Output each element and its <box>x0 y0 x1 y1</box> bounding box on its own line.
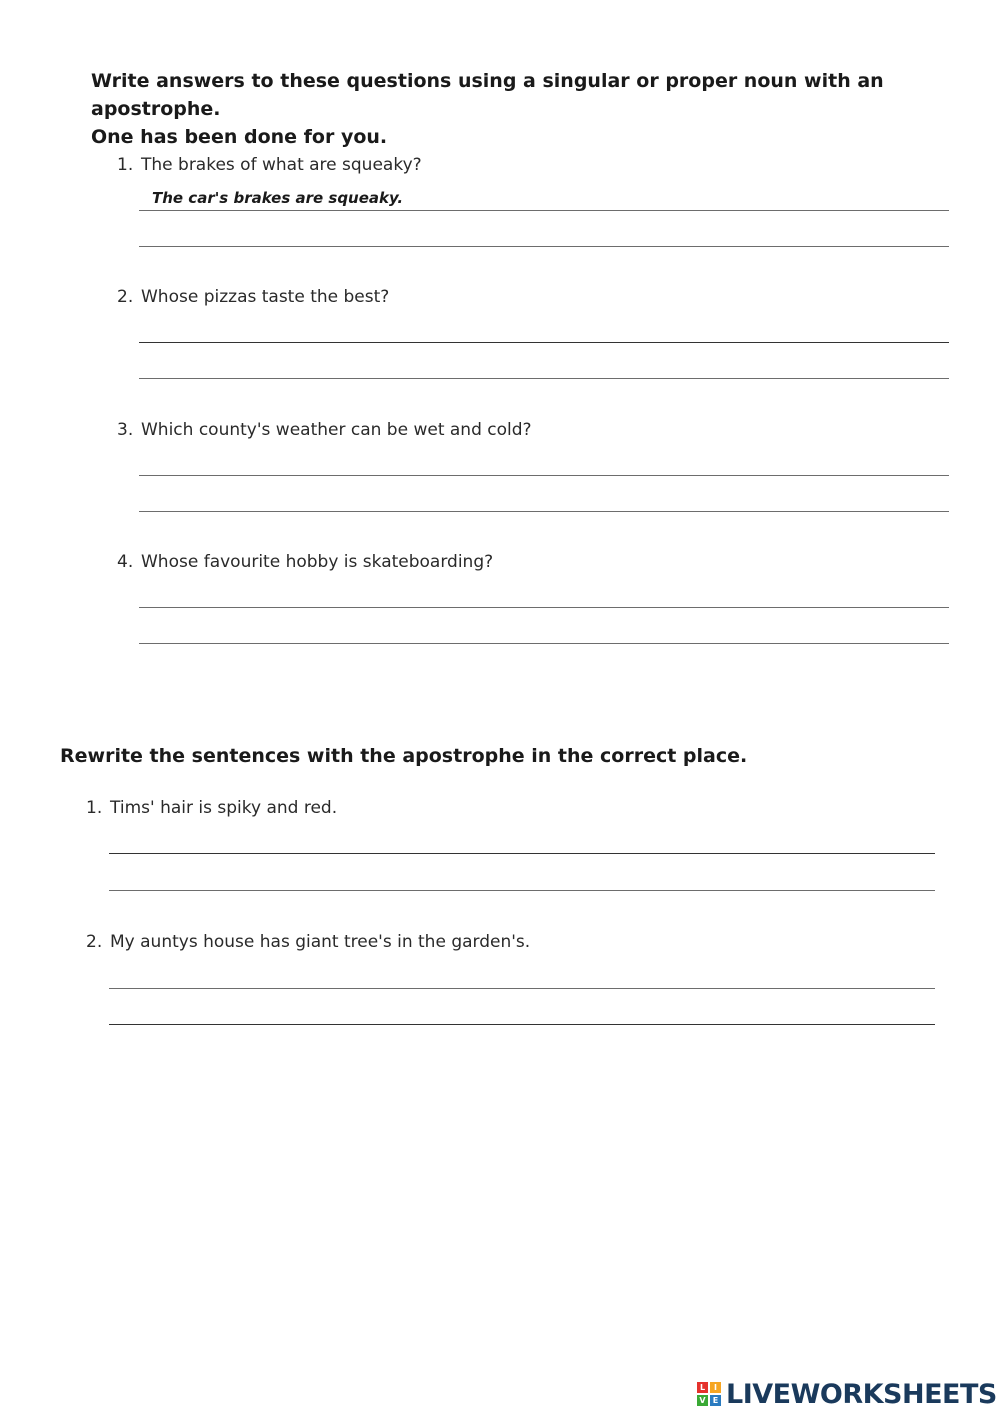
s1-q2-text: Whose pizzas taste the best? <box>141 287 390 307</box>
s1-q2-answer-line-2[interactable] <box>139 378 949 379</box>
s1-q1-text: The brakes of what are squeaky? <box>141 155 422 175</box>
section2-instruction: Rewrite the sentences with the apostrophe in the correct place. <box>60 745 748 767</box>
s2-q2-answer-line-1[interactable] <box>109 988 935 989</box>
s1-q3-answer-line-1[interactable] <box>139 475 949 476</box>
liveworksheets-logo[interactable] <box>697 1377 997 1411</box>
s1-q4-text: Whose favourite hobby is skateboarding? <box>141 552 494 572</box>
section2-instructions <box>60 742 960 770</box>
logo-square-red: L <box>697 1382 708 1393</box>
s1-q2-number: 2. <box>117 287 134 307</box>
logo-square-green: V <box>697 1395 708 1406</box>
logo-square-blue: E <box>710 1395 721 1406</box>
s1-q2-answer-line-1[interactable] <box>139 342 949 343</box>
s2-q1-number: 1. <box>86 798 103 818</box>
s1-q3-answer-line-2[interactable] <box>139 511 949 512</box>
s1-q1-answer-line-2[interactable] <box>139 246 949 247</box>
s2-q1-text: Tims' hair is spiky and red. <box>110 798 338 818</box>
section1-instructions <box>91 67 971 151</box>
logo-text: LIVEWORKSHEETS <box>726 1378 997 1410</box>
s2-q1-answer-line-2[interactable] <box>109 890 935 891</box>
logo-mark-icon <box>697 1382 721 1406</box>
s1-q3-number: 3. <box>117 420 134 440</box>
s2-q2-text: My auntys house has giant tree's in the garden's. <box>110 932 531 952</box>
s2-q2-number: 2. <box>86 932 103 952</box>
s1-q1-number: 1. <box>117 155 134 175</box>
s1-q1-example-answer: The car's brakes are squeaky. <box>152 189 404 207</box>
s1-q1-answer-line-1[interactable] <box>139 210 949 211</box>
section1-instruction-line1: Write answers to these questions using a singular or proper noun with an apostrophe. <box>91 70 884 120</box>
s1-q3-text: Which county's weather can be wet and cold? <box>141 420 532 440</box>
section1-instruction-line2: One has been done for you. <box>91 126 388 148</box>
s2-q1-answer-line-1[interactable] <box>109 853 935 854</box>
s1-q4-number: 4. <box>117 552 134 572</box>
s1-q4-answer-line-2[interactable] <box>139 643 949 644</box>
logo-square-orange: I <box>710 1382 721 1393</box>
s2-q2-answer-line-2[interactable] <box>109 1024 935 1025</box>
s1-q4-answer-line-1[interactable] <box>139 607 949 608</box>
